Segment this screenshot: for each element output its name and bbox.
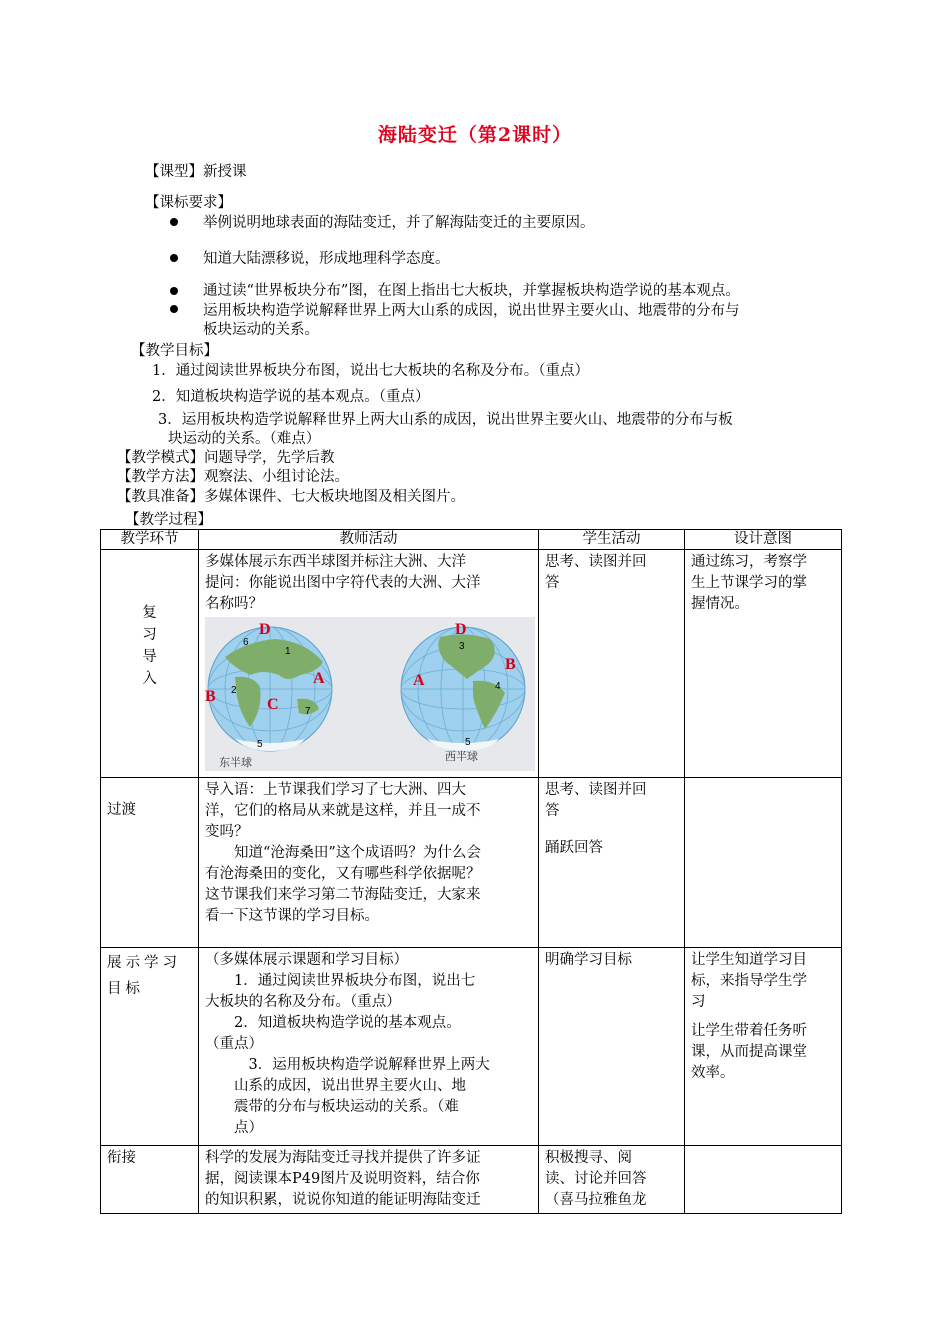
teacher-text: 点）	[205, 1120, 263, 1136]
teacher-text: 3．运用板块构造学说解释世界上两大	[205, 1057, 490, 1073]
stage-text: 复	[142, 605, 157, 621]
course-type: 【课型】新授课	[145, 164, 247, 180]
map-number: 4	[495, 681, 501, 692]
stage-text: 衔接	[107, 1150, 136, 1166]
student-cell	[539, 778, 685, 948]
goals-heading: 【教学目标】	[131, 343, 218, 359]
intent-text: 通过练习，考察学	[691, 554, 807, 570]
standard-item: 举例说明地球表面的海陆变迁，并了解海陆变迁的主要原因。	[203, 215, 595, 231]
intent-cell	[685, 778, 842, 948]
student-text: （喜马拉雅鱼龙	[545, 1192, 647, 1208]
teacher-cell	[199, 1146, 539, 1214]
stage-text: 展示学习	[107, 955, 181, 971]
goal-item: 3．运用板块构造学说解释世界上两大山系的成因，说出世界主要火山、地震带的分布与板	[158, 412, 733, 428]
goal-item: 1．通过阅读世界板块分布图，说出七大板块的名称及分布。（重点）	[152, 363, 589, 379]
intent-text: 标，来指导学生学	[691, 973, 807, 989]
teacher-text: 名称吗？	[205, 596, 263, 612]
page-title: 海陆变迁（第2课时）	[377, 124, 573, 146]
teacher-text: 提问：你能说出图中字符代表的大洲、大洋	[205, 575, 481, 591]
stage-cell	[101, 1146, 199, 1214]
map-letter: B	[205, 688, 216, 705]
teacher-cell	[199, 778, 539, 948]
process-heading: 【教学过程】	[125, 512, 212, 528]
table-row	[101, 550, 842, 778]
header-intent: 设计意图	[685, 530, 842, 550]
table-row	[101, 778, 842, 948]
stage-cell	[101, 948, 199, 1146]
teacher-text: 山系的成因，说出世界主要火山、地	[205, 1078, 466, 1094]
teacher-text: 有沧海桑田的变化，又有哪些科学依据呢？	[205, 866, 481, 882]
teacher-text: 据，阅读课本P49图片及说明资料，结合你	[205, 1171, 480, 1187]
header-teacher: 教师活动	[199, 530, 539, 550]
student-text: 积极搜寻、阅	[545, 1150, 632, 1166]
student-cell	[539, 948, 685, 1146]
table-row	[101, 948, 842, 1146]
map-number: 3	[459, 641, 465, 652]
student-text: 思考、读图并回	[545, 782, 647, 798]
stage-text: 导	[142, 649, 157, 665]
teacher-text: 导入语：上节课我们学习了七大洲、四大	[205, 782, 466, 798]
student-text: 思考、读图并回	[545, 554, 647, 570]
goal-item-cont: 块运动的关系。（难点）	[168, 431, 321, 447]
teacher-text: 1．通过阅读世界板块分布图，说出七	[205, 973, 476, 989]
intent-text: 效率。	[691, 1065, 735, 1081]
map-letter: D	[455, 621, 467, 638]
bullet-icon	[170, 305, 178, 313]
teacher-text: 震带的分布与板块运动的关系。（难	[205, 1099, 459, 1115]
teacher-text: 的知识积累，说说你知道的能证明海陆变迁	[205, 1192, 481, 1208]
student-text: 明确学习目标	[545, 952, 632, 968]
map-letter: A	[413, 672, 425, 689]
student-text: 读、讨论并回答	[545, 1171, 647, 1187]
teaching-mode: 【教学模式】问题导学，先学后教	[117, 450, 335, 466]
standard-item-cont: 板块运动的关系。	[203, 322, 319, 338]
teacher-text: 变吗？	[205, 824, 249, 840]
intent-text: 握情况。	[691, 596, 749, 612]
west-caption: 西半球	[445, 750, 478, 763]
map-number: 1	[285, 646, 291, 657]
teacher-cell	[199, 550, 539, 778]
teacher-text: 多媒体展示东西半球图并标注大洲、大洋	[205, 554, 466, 570]
header-stage: 教学环节	[101, 530, 199, 550]
standard-item: 运用板块构造学说解释世界上两大山系的成因，说出世界主要火山、地震带的分布与	[203, 303, 740, 319]
stage-text: 入	[142, 671, 157, 687]
goal-item: 2．知道板块构造学说的基本观点。（重点）	[152, 389, 430, 405]
bullet-icon	[170, 254, 178, 262]
teacher-text: 洋，它们的格局从来就是这样，并且一成不	[205, 803, 481, 819]
intent-spacer	[691, 1013, 835, 1021]
table-header-row	[101, 530, 842, 550]
bullet-icon	[170, 218, 178, 226]
stage-cell	[101, 778, 199, 948]
table-row	[101, 1146, 842, 1214]
intent-cell	[685, 1146, 842, 1214]
teacher-text: （重点）	[205, 1036, 263, 1052]
standard-item: 知道大陆漂移说，形成地理科学态度。	[203, 251, 450, 267]
hemisphere-map	[205, 617, 535, 771]
stage-cell	[101, 550, 199, 778]
teacher-text: 大板块的名称及分布。（重点）	[205, 994, 401, 1010]
map-letter: B	[505, 656, 516, 673]
stage-text: 目标	[107, 981, 144, 997]
standard-item: 通过读“世界板块分布”图，在图上指出七大板块，并掌握板块构造学说的基本观点。	[203, 283, 740, 299]
intent-text: 让学生知道学习目	[691, 952, 807, 968]
map-number: 5	[257, 739, 263, 750]
intent-text: 让学生带着任务听	[691, 1023, 807, 1039]
student-text: 踊跃回答	[545, 840, 603, 856]
east-caption: 东半球	[219, 756, 252, 769]
map-letter: D	[259, 621, 271, 638]
teacher-text: 这节课我们来学习第二节海陆变迁，大家来	[205, 887, 481, 903]
teacher-text: 看一下这节课的学习目标。	[205, 908, 379, 924]
teaching-prep: 【教具准备】多媒体课件、七大板块地图及相关图片。	[117, 489, 465, 505]
map-letter: C	[267, 696, 279, 713]
bullet-icon	[170, 287, 178, 295]
teacher-text: 科学的发展为海陆变迁寻找并提供了许多证	[205, 1150, 481, 1166]
teacher-text: 2．知道板块构造学说的基本观点。	[205, 1015, 461, 1031]
process-table	[100, 529, 842, 1214]
student-cell	[539, 1146, 685, 1214]
intent-text: 生上节课学习的掌	[691, 575, 807, 591]
map-number: 5	[465, 737, 471, 748]
teacher-text: 知道“沧海桑田”这个成语吗？为什么会	[205, 845, 481, 861]
map-letter: A	[313, 670, 325, 687]
student-cell	[539, 550, 685, 778]
standards-heading: 【课标要求】	[145, 195, 232, 211]
teaching-method: 【教学方法】观察法、小组讨论法。	[117, 469, 349, 485]
intent-text: 课，从而提高课堂	[691, 1044, 807, 1060]
map-number: 7	[305, 706, 311, 717]
teacher-text: （多媒体展示课题和学习目标）	[205, 952, 408, 968]
stage-text: 习	[142, 627, 157, 643]
intent-cell	[685, 948, 842, 1146]
header-student: 学生活动	[539, 530, 685, 550]
stage-text: 过渡	[107, 802, 136, 818]
map-number: 2	[231, 685, 237, 696]
teacher-cell	[199, 948, 539, 1146]
student-spacer	[545, 822, 678, 838]
student-text: 答	[545, 803, 560, 819]
student-text: 答	[545, 575, 560, 591]
intent-text: 习	[691, 994, 706, 1010]
map-number: 6	[243, 637, 249, 648]
intent-cell	[685, 550, 842, 778]
